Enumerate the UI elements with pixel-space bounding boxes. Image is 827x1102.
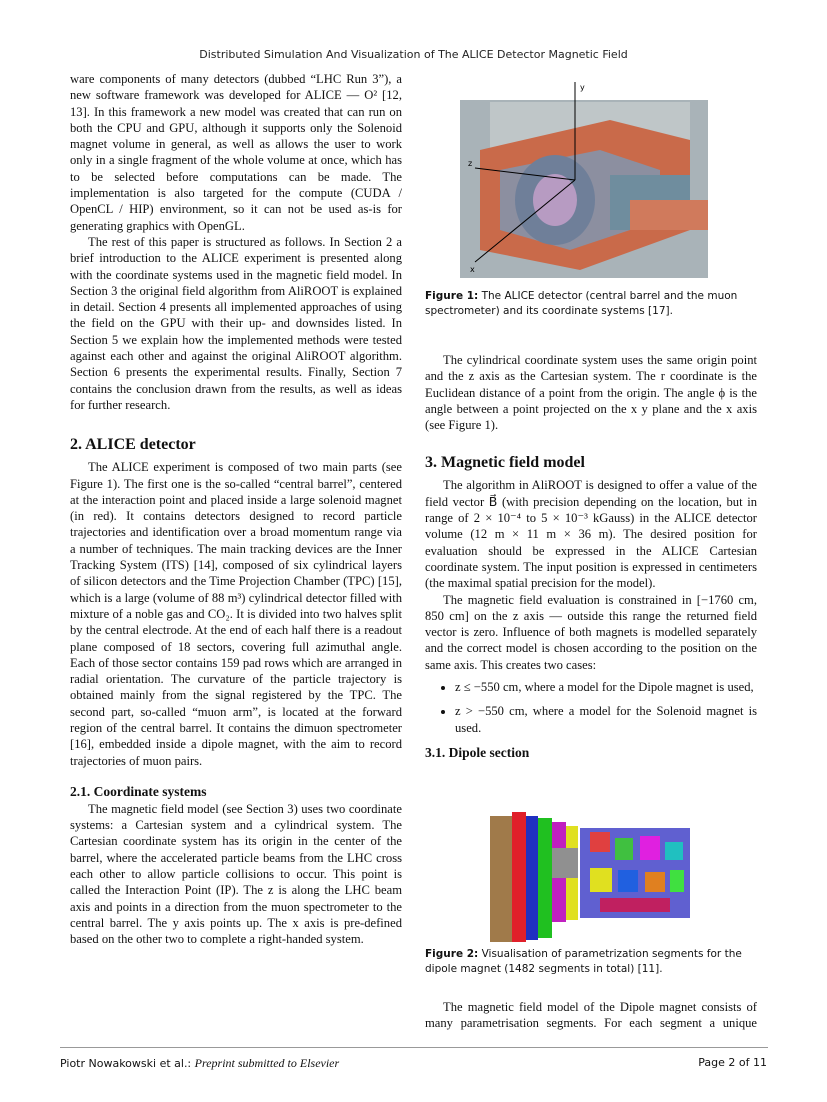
paragraph: The rest of this paper is structured as follows. In Section 2 a brief introduction to the ALICE experiment is presented along with the coordinate systems used in the magnetic field model. In Section 3 the original field algorithm from AliROOT is explained in detail. Section 4 presents all implemented approaches of using the field on the GPU with their up- and downsides listed. In Section 5 we explain how the implemented methods were tested against each other and against the original AliROOT algorithm. Section 6 presents the experimental results. Finally, Section 7 contains the conclusion drawn from the results, as well as ideas for further research. <box>70 234 402 412</box>
right-column-top <box>425 352 757 762</box>
caption-text: The ALICE detector (central barrel and the muon spectrometer) and its coordinate systems [17]. <box>425 290 738 317</box>
figure-1-caption <box>425 289 761 319</box>
fig1-axis-y: y <box>580 83 585 92</box>
list-item: • z > −550 cm, where a model for the Solenoid magnet is used. <box>455 703 757 736</box>
list-item: • z ≤ −550 cm, where a model for the Dipole magnet is used, <box>455 679 757 695</box>
paragraph: The magnetic field evaluation is constrained in [−1760 cm, 850 cm] on the z axis — outside this range the returned field vector is zero. Influence of both magnets is modelled separately and the correct model is chosen according to the position on the same axis. This creates two cases: <box>425 592 757 672</box>
footer-authors: Piotr Nowakowski et al.: <box>60 1057 192 1070</box>
figure-label: Figure 2: <box>425 948 479 960</box>
paragraph: The magnetic field model of the Dipole magnet consists of many parametrisation segments. For each segment a unique <box>425 1000 757 1031</box>
caption-text: Visualisation of parametrization segments for the dipole magnet (1482 segments in total) [11]. <box>425 948 742 975</box>
fig1-axis-x: x <box>470 265 475 274</box>
figure-label: Figure 1: <box>425 290 479 302</box>
paragraph: The algorithm in AliROOT is designed to offer a value of the field vector B⃗ (with precision depending on the location, but in range of 2 × 10⁻⁴ to 5 × 10⁻³ kGauss) in the ALICE detector volume (12 m × 11 m × 36 m). The desired position for evaluation should be expressed in the ALICE Cartesian coordinate system. The input position is expressed in centimeters (the maximal spatial precision for the model). <box>425 478 757 591</box>
paragraph: The ALICE experiment is composed of two main parts (see Figure 1). The first one is the so-called “central barrel”, centered at the interaction point and placed inside a large solenoid magnet (in red). It contains detectors designed to record particle trajectories and identification over a broad momentum range via a number of techniques. The main tracking devices are the Inner Tracking System (ITS) [14], composed of six cylindrical layers of silicon detectors and the Time Projection Chamber (TPC) [15], which is a large (volume of 88 m³) cylindrical detector filled with mixture of a noble gas and CO₂. It is divided into two halves split by the central electrode. At the end of each half there is a readout plane composed of 18 sectors, covering full azimuthal angle. Each of those sector contains 159 pad rows which are arranged in radial orientation. The curvature of the particle trajectory is obtained mainly from the signal registered by the TPC. The second part, so-called “muon arm”, is located at the forward region of the central barrel. It contains the dimuon spectrometer [16], embedded inside a dipole magnet, with the aim to record trajectories of muon pairs. <box>70 460 402 768</box>
running-header: Distributed Simulation And Visualization of The ALICE Detector Magnetic Field <box>199 48 628 61</box>
case-list <box>425 679 757 736</box>
section-heading: 2. ALICE detector <box>70 436 196 454</box>
paragraph: The magnetic field model (see Section 3) uses two coordinate systems: a Cartesian system and a cylindrical system. The Cartesian coordinate system has its origin in the center of the barrel, where the accelerated particle beams from the LHC cross each other to allow particle collisions to occur. This point is called the Interaction Point (IP). The z is along the LHC beam axis and points in a direction from the muon spectrometer to the central barrel. The y axis points up. The x axis is pre-defined based on the other two to complete a right-handed system. <box>70 801 402 947</box>
figure-2-caption <box>425 947 761 977</box>
fig1-axis-z: z <box>468 159 473 168</box>
paragraph: ware components of many detectors (dubbed “LHC Run 3”), a new software framework was developed for ALICE — O² [12, 13]. In this framework a new model was created that can run on both the CPU and GPU, although it supports only the Solenoid magnet volume in general, as well as allows the user to work only in a single fragment of the whole volume at once, which has to be selected before computations can be made. The implementation is also targeted for the compute (CUDA / OpenCL / HIP) environment, so it can not be used as-is for generating graphics with OpenGL. <box>70 72 402 233</box>
figure-2-image <box>490 808 690 942</box>
right-column-bottom <box>425 999 757 1032</box>
figure-1-image <box>460 80 708 278</box>
footer-note: Preprint submitted to Elsevier <box>194 1056 340 1070</box>
paragraph: The cylindrical coordinate system uses the same origin point and the z axis as the Cartesian system. The r coordinate is the Euclidean distance of a point from the origin. The angle ϕ is the angle between a point projected on the x y plane and the x axis (see Figure 1). <box>425 353 757 433</box>
page-number: Page 2 of 11 <box>698 1056 767 1069</box>
left-column <box>70 71 402 948</box>
subsection-heading: 3.1. Dipole section <box>425 744 530 760</box>
subsection-heading: 2.1. Coordinate systems <box>70 783 207 799</box>
footer-divider <box>60 1047 768 1048</box>
footer-left <box>60 1056 339 1071</box>
section-heading: 3. Magnetic field model <box>425 454 585 472</box>
